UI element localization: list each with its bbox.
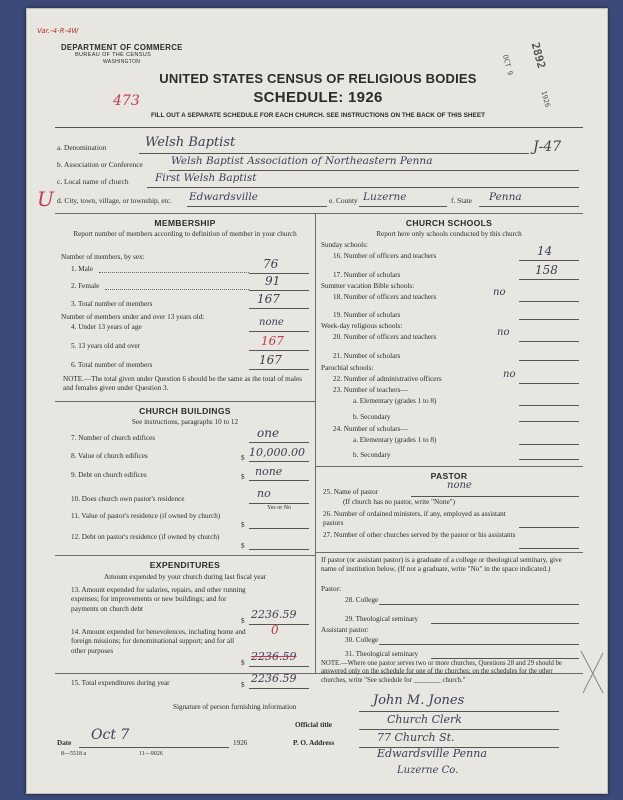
leader-dots: [105, 289, 249, 290]
summer-schools-label: Summer vacation Bible schools:: [321, 282, 415, 290]
assistant-ministers-line: [519, 527, 579, 528]
denomination-value: Welsh Baptist: [145, 135, 236, 150]
under-13-line: [249, 331, 309, 332]
association-label: b. Association or Conference: [57, 160, 143, 169]
weekday-officers-line: [519, 341, 579, 342]
female-line: [249, 290, 309, 291]
sunday-scholars-value: 158: [535, 263, 558, 277]
membership-note: NOTE.—The total given under Question 6 should be the same as the total of males and females given under Question 3.: [63, 375, 302, 392]
pastor-name-value: none: [447, 480, 472, 491]
census-schedule-sheet: [26, 8, 608, 794]
scholars-secondary-line: [519, 459, 579, 460]
divider: [55, 401, 315, 402]
total-members-6-line: [249, 369, 309, 370]
assistant-seminary-line: [431, 658, 579, 659]
graduate-note: If pastor (or assistant pastor) is a graduate of a college or theological seminary, give name of institution below. (If not a graduate, write "No" in the space indicated.): [321, 556, 562, 573]
date-year: 1926: [233, 739, 248, 747]
residence-owned-value: no: [257, 487, 271, 500]
denomination-label: a. Denomination: [57, 143, 107, 152]
bureau-name: BUREAU OF THE CENSUS: [75, 52, 152, 58]
summer-scholars-line: [519, 319, 579, 320]
residence-owned-label: 10. Does church own pastor's residence: [71, 495, 185, 503]
scholars-elementary-label: a. Elementary (grades 1 to 8): [353, 436, 437, 444]
weekday-scholars-label: 21. Number of scholars: [333, 352, 401, 360]
grid-top: [55, 213, 583, 214]
local-name-label: c. Local name of church: [57, 177, 129, 186]
teachers-secondary-line: [519, 421, 579, 422]
assistant-education-label: Assistant pastor:: [321, 626, 369, 634]
other-churches-label: 27. Number of other churches served by the pastor or his assistants: [323, 531, 516, 539]
official-title-label: Official title: [295, 721, 332, 729]
city-label: d. City, town, village, or township, etc.: [57, 196, 172, 205]
edifices-value-line: [249, 461, 309, 462]
schools-title: CHURCH SCHOOLS: [405, 218, 493, 228]
form-title: UNITED STATES CENSUS OF RELIGIOUS BODIES: [159, 71, 477, 86]
residence-value-label: 11. Value of pastor's residence (if owned by church): [71, 512, 221, 520]
form-code: 8—5518 a: [61, 751, 87, 757]
stamp-number: 2892: [528, 41, 548, 70]
department-name: DEPARTMENT OF COMMERCE: [61, 43, 183, 52]
column-divider: [315, 213, 316, 673]
county-line: [359, 206, 447, 207]
total-expenditures-value: 2236.59: [251, 672, 297, 685]
expenditures-title: EXPENDITURES: [149, 560, 221, 570]
association-line: [169, 170, 579, 171]
sunday-scholars-line: [519, 279, 579, 280]
male-value: 76: [263, 257, 279, 271]
parochial-admin-value: no: [503, 369, 516, 380]
benevolences-value: 2236.59: [251, 650, 297, 663]
divider: [315, 552, 583, 553]
running-expenses-value: 2236.59: [251, 608, 297, 621]
state-line: [479, 206, 579, 207]
female-value: 91: [265, 274, 281, 288]
date-line: [79, 747, 229, 748]
weekday-officers-label: 20. Number of officers and teachers: [333, 333, 437, 341]
other-churches-line: [519, 548, 579, 549]
age-intro-label: Number of members under and over 13 years old:: [61, 313, 205, 321]
membership-title: MEMBERSHIP: [154, 218, 216, 228]
dollar-sign: $: [241, 617, 245, 625]
benevolences-line: [249, 666, 309, 667]
residence-debt-line: [249, 549, 309, 550]
pastor-title: PASTOR: [430, 471, 468, 481]
leader-dots: [99, 272, 249, 273]
residence-owned-line: [249, 503, 309, 504]
divider: [315, 466, 583, 467]
total-members-label: 3. Total number of members: [71, 300, 153, 308]
pastor-note: NOTE.—Where one pastor serves two or more churches, Questions 28 and 29 should be answered only on the schedule for one of the churches; on the schedules for the other churches, write "See schedule for ________ church.": [321, 660, 563, 684]
under-13-value: none: [259, 317, 284, 328]
signature-line: [359, 711, 559, 712]
edifices-count-label: 7. Number of church edifices: [71, 434, 156, 442]
official-title-value: Church Clerk: [387, 713, 462, 726]
denomination-margin-note: J-47: [533, 139, 562, 155]
edifices-debt-label: 9. Debt on church edifices: [71, 471, 147, 479]
female-label: 2. Female: [71, 282, 100, 290]
scholars-secondary-label: b. Secondary: [353, 451, 391, 459]
sunday-schools-label: Sunday schools:: [321, 241, 368, 249]
scholars-elementary-line: [519, 444, 579, 445]
benevolences-red-zero: 0: [271, 623, 279, 637]
dollar-sign: $: [241, 521, 245, 529]
teachers-secondary-label: b. Secondary: [353, 413, 391, 421]
buildings-title: CHURCH BUILDINGS: [139, 406, 231, 416]
pastor-seminary-label: 29. Theological seminary: [345, 615, 419, 623]
schedule-title: SCHEDULE: 1926: [253, 89, 383, 106]
sunday-scholars-label: 17. Number of scholars: [333, 271, 401, 279]
teachers-elementary-label: a. Elementary (grades 1 to 8): [353, 397, 437, 405]
parochial-admin-line: [519, 383, 579, 384]
total-members-6-value: 167: [259, 353, 282, 367]
residence-value-line: [249, 528, 309, 529]
over-13-label: 5. 13 years old and over: [71, 342, 141, 350]
pastor-name-line: [411, 496, 579, 497]
top-pencil-note: Var.-4-R-4W: [37, 27, 79, 35]
under-13-label: 4. Under 13 years of age: [71, 323, 142, 331]
edifices-value-label: 8. Value of church edifices: [71, 452, 148, 460]
address-label: P. O. Address: [293, 739, 335, 747]
state-label: f. State: [451, 196, 472, 205]
address-value: 77 Church St.: [377, 731, 455, 744]
divider: [55, 127, 583, 128]
total-members-line: [249, 308, 309, 309]
parochial-admin-label: 22. Number of administrative officers: [333, 375, 442, 383]
address-value-town: Edwardsville Penna: [377, 747, 487, 760]
over-13-value: 167: [261, 334, 284, 348]
state-value: Penna: [489, 191, 522, 203]
expenditures-intro: Amount expended by your church during last fiscal year: [103, 573, 267, 581]
summer-officers-value: no: [493, 287, 506, 298]
edifices-debt-value: none: [255, 465, 283, 478]
weekday-scholars-line: [519, 360, 579, 361]
sunday-officers-label: 16. Number of officers and teachers: [333, 252, 437, 260]
pastor-college-label: 28. College: [345, 596, 379, 604]
members-by-sex-label: Number of members, by sex:: [61, 253, 145, 261]
summer-officers-line: [519, 301, 579, 302]
parochial-schools-label: Parochial schools:: [321, 364, 374, 372]
sunday-officers-value: 14: [537, 244, 553, 258]
weekday-schools-label: Week-day religious schools:: [321, 322, 403, 330]
pastor-name-label: 25. Name of pastor: [323, 488, 379, 496]
edifices-debt-line: [249, 480, 309, 481]
weekday-officers-value: no: [497, 327, 510, 338]
total-expenditures-label: 15. Total expenditures during year: [71, 679, 170, 687]
signature-value: John M. Jones: [373, 693, 465, 708]
yes-no-hint: Yes or No: [267, 505, 292, 511]
pastor-name-hint: (If church has no pastor, write "None"): [343, 498, 455, 506]
assistant-college-line: [379, 644, 579, 645]
total-members-value: 167: [257, 292, 280, 306]
denomination-line: [139, 153, 529, 154]
membership-intro: Report number of members according to definition of member in your church: [73, 230, 297, 238]
summer-officers-label: 18. Number of officers and teachers: [333, 293, 437, 301]
over-13-line: [249, 350, 309, 351]
signature-label: Signature of person furnishing information: [173, 703, 297, 711]
red-number: 473: [113, 93, 140, 109]
schools-intro: Report here only schools conducted by this church: [376, 230, 522, 238]
parochial-scholars-label: 24. Number of scholars—: [333, 425, 408, 433]
pastor-college-line: [379, 604, 579, 605]
running-expenses-line: [249, 624, 309, 625]
local-name-line: [147, 187, 579, 188]
date-value: Oct 7: [91, 727, 130, 743]
address-value-county: Luzerne Co.: [397, 765, 459, 776]
dollar-sign: $: [241, 473, 245, 481]
pastor-seminary-line: [431, 623, 579, 624]
city-line: [187, 206, 327, 207]
teachers-elementary-line: [519, 405, 579, 406]
parochial-teachers-label: 23. Number of teachers—: [333, 386, 408, 394]
red-margin-mark: U: [37, 187, 54, 211]
male-label: 1. Male: [71, 265, 93, 273]
fill-instructions: FILL OUT A SEPARATE SCHEDULE FOR EACH CHURCH. SEE INSTRUCTIONS ON THE BACK OF THIS SHEET: [151, 112, 485, 119]
county-value: Luzerne: [363, 191, 407, 203]
edifices-count-line: [249, 442, 309, 443]
total-expenditures-line: [249, 688, 309, 689]
city-value: Edwardsville: [189, 191, 258, 203]
association-value: Welsh Baptist Association of Northeastern Penna: [171, 155, 433, 167]
date-label: Date: [57, 739, 72, 747]
form-code-secondary: 11—9026: [139, 751, 163, 757]
county-label: e. County: [329, 196, 358, 205]
pencil-x-mark: [579, 649, 607, 697]
running-expenses-label: 13. Amount expended for salaries, repairs, and other running expenses; for improvements or new buildings; and for payments on church debt: [71, 586, 246, 613]
divider: [55, 555, 315, 556]
residence-debt-label: 12. Debt on pastor's residence (if owned by church): [71, 533, 220, 541]
dollar-sign: $: [241, 681, 245, 689]
assistant-seminary-label: 31. Theological seminary: [345, 650, 419, 658]
local-name-value: First Welsh Baptist: [155, 172, 257, 184]
benevolences-label: 14. Amount expended for benevolences, including home and foreign missions; for denominational support; and for all other purposes: [71, 628, 246, 655]
dollar-sign: $: [241, 659, 245, 667]
assistant-college-label: 30. College: [345, 636, 379, 644]
edifices-count-value: one: [257, 426, 280, 440]
official-title-line: [359, 729, 559, 730]
total-members-6-label: 6. Total number of members: [71, 361, 153, 369]
summer-scholars-label: 19. Number of scholars: [333, 311, 401, 319]
edifices-value-value: 10,000.00: [249, 446, 305, 459]
dollar-sign: $: [241, 542, 245, 550]
stamp-year: 1926: [539, 89, 552, 109]
pastor-education-label: Pastor:: [321, 585, 341, 593]
dollar-sign: $: [241, 454, 245, 462]
city-name: WASHINGTON: [103, 59, 141, 65]
stamp-date: OCT 9: [500, 53, 515, 77]
buildings-intro: See instructions, paragraphs 10 to 12: [131, 418, 239, 426]
assistant-ministers-label: 26. Number of ordained ministers, if any, employed as assistant pastors: [323, 510, 506, 527]
sunday-officers-line: [519, 260, 579, 261]
